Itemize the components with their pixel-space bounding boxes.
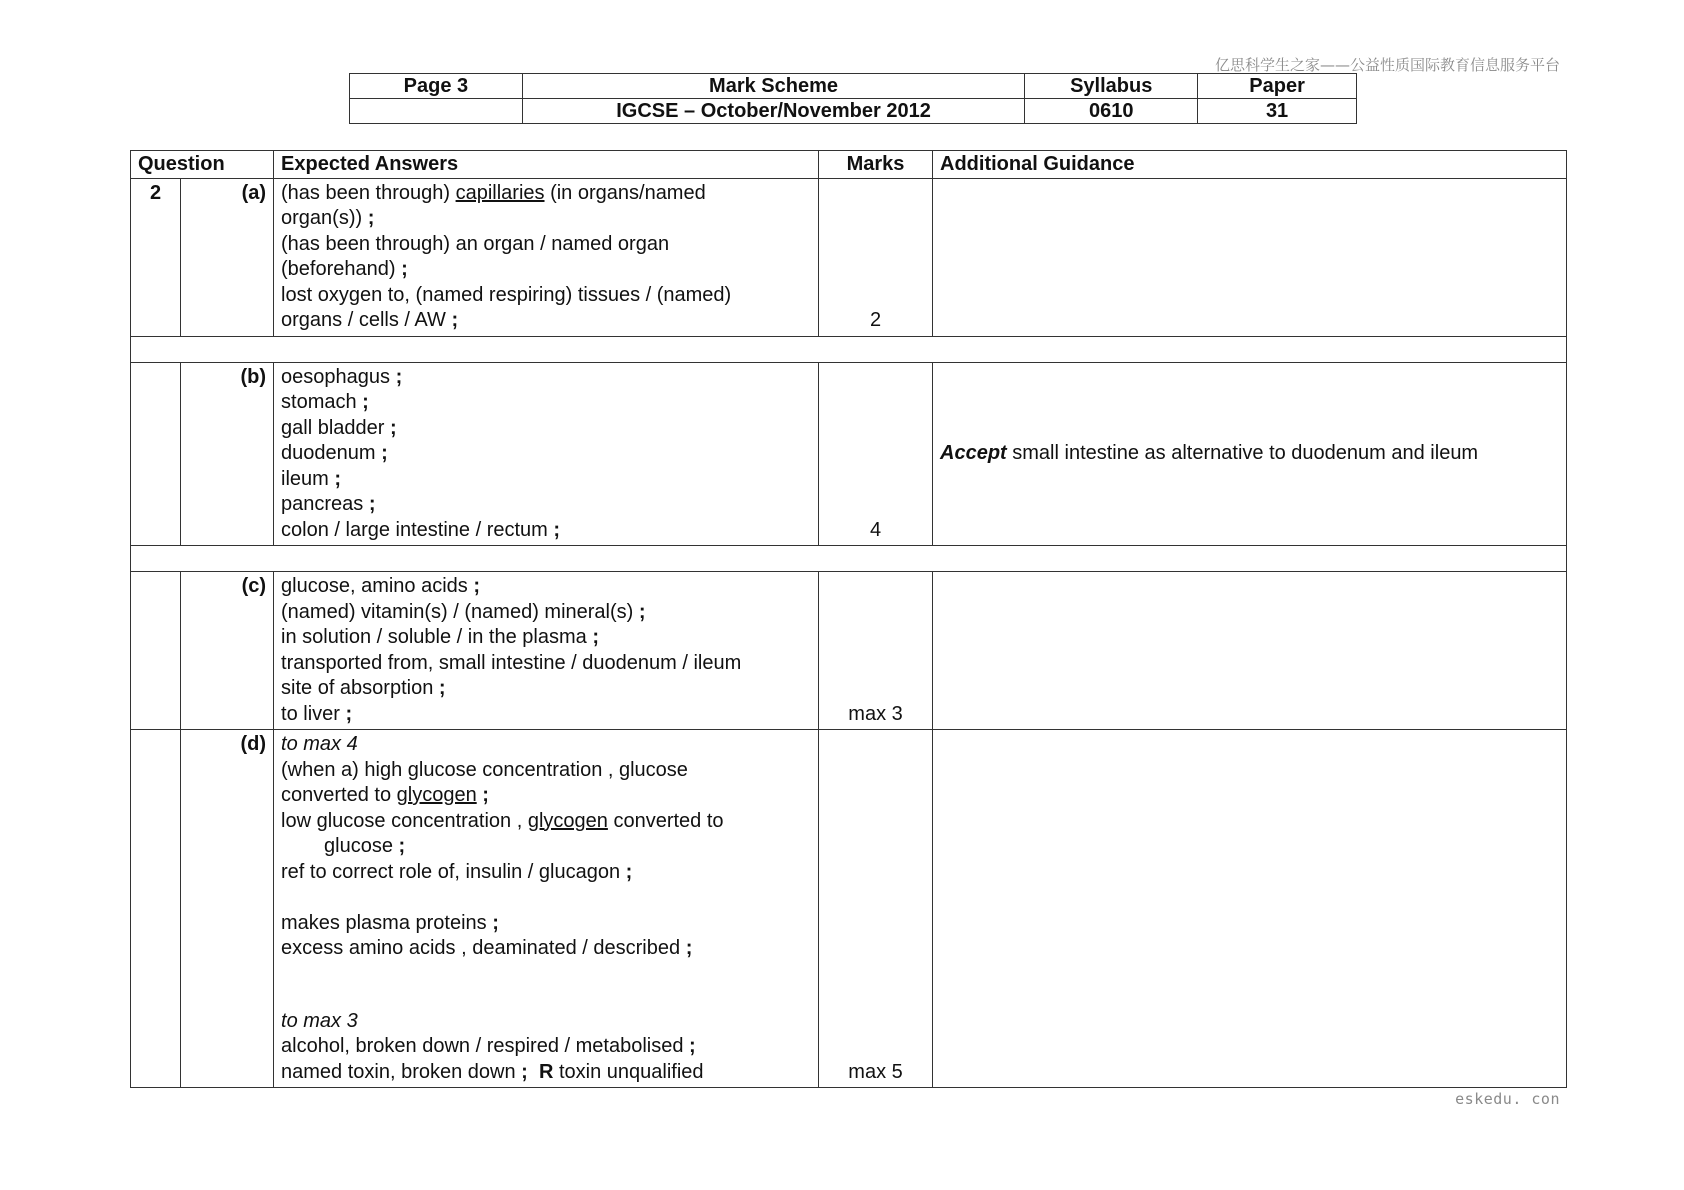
table-row bbox=[131, 572, 1567, 730]
answers-column-header: Expected Answers bbox=[274, 151, 819, 179]
answer-text: glucose bbox=[324, 835, 399, 857]
answer-text: stomach bbox=[281, 391, 363, 413]
table-header-row bbox=[131, 151, 1567, 179]
answer-text: organs / cells / AW bbox=[281, 309, 452, 331]
semicolon: ; bbox=[395, 365, 403, 388]
semicolon: ; bbox=[362, 391, 369, 413]
semicolon: ; bbox=[334, 467, 342, 490]
expected-answers bbox=[274, 362, 819, 546]
semicolon: ; bbox=[473, 575, 481, 597]
answer-text: site of absorption bbox=[281, 677, 439, 699]
answer-text: (in organs/named bbox=[544, 181, 706, 204]
part-label: (a) bbox=[181, 178, 274, 336]
semicolon: ; bbox=[401, 258, 408, 280]
answer-text: (beforehand) bbox=[281, 258, 402, 280]
semicolon: ; bbox=[368, 493, 376, 515]
guidance-accept: Accept bbox=[940, 442, 1007, 464]
answer-text: in solution / soluble / in the plasma bbox=[281, 626, 593, 648]
answer-text: named toxin, broken down bbox=[281, 1060, 522, 1083]
semicolon: ; bbox=[438, 677, 446, 699]
question-number: 2 bbox=[131, 178, 181, 336]
answer-text: glycogen bbox=[396, 784, 477, 806]
guidance-text: small intestine as alternative to duodenum and ileum bbox=[1006, 442, 1479, 464]
marks-value: 4 bbox=[819, 362, 933, 546]
answer-line: (when a) high glucose concentration , glucose bbox=[281, 758, 688, 781]
semicolon: ; bbox=[345, 702, 353, 725]
part-label: (d) bbox=[181, 730, 274, 1088]
answer-text: glucose, amino acids bbox=[281, 575, 474, 597]
exam-session: IGCSE – October/November 2012 bbox=[522, 99, 1024, 124]
answer-text: makes plasma proteins bbox=[281, 911, 493, 934]
semicolon: ; bbox=[381, 442, 388, 464]
expected-answers bbox=[274, 178, 819, 336]
answer-text: (has been through) bbox=[281, 181, 456, 204]
answer-text: toxin unqualified bbox=[553, 1060, 704, 1083]
semicolon: ; bbox=[553, 518, 561, 541]
mark-scheme-label: Mark Scheme bbox=[522, 74, 1024, 99]
guidance-cell bbox=[933, 572, 1567, 730]
semicolon: ; bbox=[451, 309, 459, 331]
semicolon: ; bbox=[482, 784, 489, 806]
question-column-header: Question bbox=[131, 151, 274, 179]
marks-value: 2 bbox=[819, 178, 933, 336]
answer-text: ileum bbox=[281, 467, 335, 490]
semicolon: ; bbox=[638, 600, 646, 623]
guidance-column-header: Additional Guidance bbox=[933, 151, 1567, 179]
sub-heading: to max 3 bbox=[281, 1009, 358, 1032]
semicolon: ; bbox=[492, 911, 499, 934]
semicolon: ; bbox=[389, 416, 397, 439]
paper-number: 31 bbox=[1198, 99, 1357, 124]
answer-line: transported from, small intestine / duodenum / ileum bbox=[281, 651, 742, 674]
paper-label: Paper bbox=[1198, 74, 1357, 99]
answer-text: excess amino acids , deaminated / described bbox=[281, 937, 686, 959]
expected-answers bbox=[274, 730, 819, 1088]
answer-text: duodenum bbox=[281, 442, 382, 464]
watermark-top: 亿思科学生之家——公益性质国际教育信息服务平台 bbox=[1214, 56, 1560, 74]
empty-cell bbox=[131, 572, 181, 730]
semicolon: ; bbox=[398, 835, 406, 857]
page-number: Page 3 bbox=[350, 74, 523, 99]
answer-text: glycogen bbox=[527, 809, 608, 832]
watermark-bottom: eskedu. con bbox=[1455, 1090, 1560, 1108]
syllabus-label: Syllabus bbox=[1025, 74, 1198, 99]
guidance-cell bbox=[933, 362, 1567, 546]
answer-line: lost oxygen to, (named respiring) tissues / (named) bbox=[281, 283, 732, 306]
answer-text: pancreas bbox=[281, 493, 369, 515]
empty-cell bbox=[131, 362, 181, 546]
marks-column-header: Marks bbox=[819, 151, 933, 179]
sub-heading: to max 4 bbox=[281, 733, 358, 755]
answer-line: (has been through) an organ / named organ bbox=[281, 232, 670, 255]
table-row bbox=[131, 730, 1567, 1088]
expected-answers bbox=[274, 572, 819, 730]
mark-scheme-table bbox=[130, 150, 1567, 1088]
semicolon: ; bbox=[689, 1035, 696, 1057]
answer-text: organ(s)) bbox=[281, 207, 368, 229]
spacer-row bbox=[131, 546, 1567, 572]
answer-text: low glucose concentration , bbox=[281, 809, 528, 832]
spacer-row bbox=[131, 336, 1567, 362]
answer-text: to liver bbox=[281, 702, 346, 725]
guidance-cell bbox=[933, 178, 1567, 336]
table-row bbox=[131, 178, 1567, 336]
answer-text: colon / large intestine / rectum bbox=[281, 518, 554, 541]
answer-text: converted to bbox=[281, 784, 397, 806]
table-row bbox=[131, 362, 1567, 546]
answer-text: capillaries bbox=[455, 181, 545, 204]
guidance-cell bbox=[933, 730, 1567, 1088]
answer-text: oesophagus bbox=[281, 365, 396, 388]
semicolon: ; bbox=[685, 937, 693, 959]
answer-text: (named) vitamin(s) / (named) mineral(s) bbox=[281, 600, 639, 623]
answer-text: alcohol, broken down / respired / metabolised bbox=[281, 1035, 690, 1057]
part-label: (c) bbox=[181, 572, 274, 730]
semicolon: ; bbox=[625, 860, 633, 883]
answer-text: converted to bbox=[607, 809, 724, 832]
marks-value: max 5 bbox=[819, 730, 933, 1088]
part-label: (b) bbox=[181, 362, 274, 546]
semicolon: ; bbox=[367, 207, 375, 229]
page-header-table bbox=[349, 73, 1357, 124]
semicolon: ; bbox=[592, 626, 599, 648]
empty-cell bbox=[131, 730, 181, 1088]
empty-cell bbox=[350, 99, 523, 124]
marks-value: max 3 bbox=[819, 572, 933, 730]
reject-marker: R bbox=[538, 1060, 554, 1083]
syllabus-code: 0610 bbox=[1025, 99, 1198, 124]
semicolon: ; bbox=[521, 1060, 528, 1083]
answer-text: ref to correct role of, insulin / glucagon bbox=[281, 860, 626, 883]
answer-text: gall bladder bbox=[281, 416, 390, 439]
